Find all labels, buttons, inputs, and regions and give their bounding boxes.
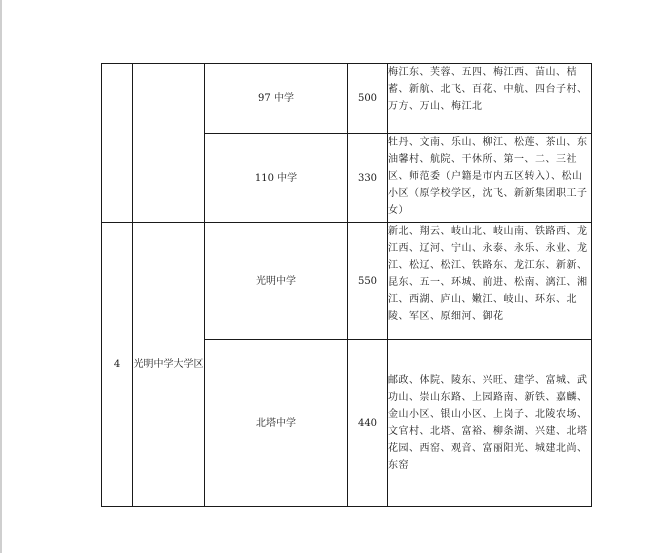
district-name: 光明中学大学区 (133, 223, 205, 507)
district-cell (133, 64, 205, 223)
school-name: 北塔中学 (205, 340, 348, 507)
group-number-cell (102, 64, 133, 223)
enrollment-count: 330 (348, 134, 388, 223)
table-row (102, 223, 592, 340)
catchment-areas: 邮政、体院、陵东、兴旺、建学、富城、武功山、崇山东路、上园路南、新铁、嘉麟、金山小区、银山小区、上岗子、北陵农场、文官村、北塔、富裕、柳条湖、兴建、北塔花园、西窑、观音、富丽阳光、城建北尚、东窑 (388, 340, 592, 507)
school-name: 97 中学 (205, 64, 348, 134)
school-assignment-table (101, 63, 592, 507)
enrollment-count: 440 (348, 340, 388, 507)
table-row (102, 64, 592, 134)
enrollment-count: 500 (348, 64, 388, 134)
school-name: 光明中学 (205, 223, 348, 340)
catchment-areas: 新北、翔云、岐山北、岐山南、铁路西、龙江西、辽河、宁山、永泰、永乐、永业、龙江、松辽、松江、铁路东、龙江东、新新、昆东、五一、环城、前进、松南、漓江、湘江、西湖、庐山、嫩江、岐山、环东、北陵、军区、原细河、御花 (388, 223, 592, 340)
school-name: 110 中学 (205, 134, 348, 223)
group-number: 4 (102, 223, 133, 507)
enrollment-count: 550 (348, 223, 388, 340)
catchment-areas: 梅江东、芙蓉、五四、梅江西、苗山、桔蓄、新航、北飞、百花、中航、四台子村、万方、万山、梅江北 (388, 64, 592, 134)
page-left-edge (0, 0, 2, 553)
catchment-areas: 牡丹、文南、乐山、柳江、松莲、茶山、东油馨村、航院、干休所、第一、二、三社区、师范委（户籍是市内五区转入）、松山小区（原学校学区，沈飞、新新集团职工子女） (388, 134, 592, 223)
